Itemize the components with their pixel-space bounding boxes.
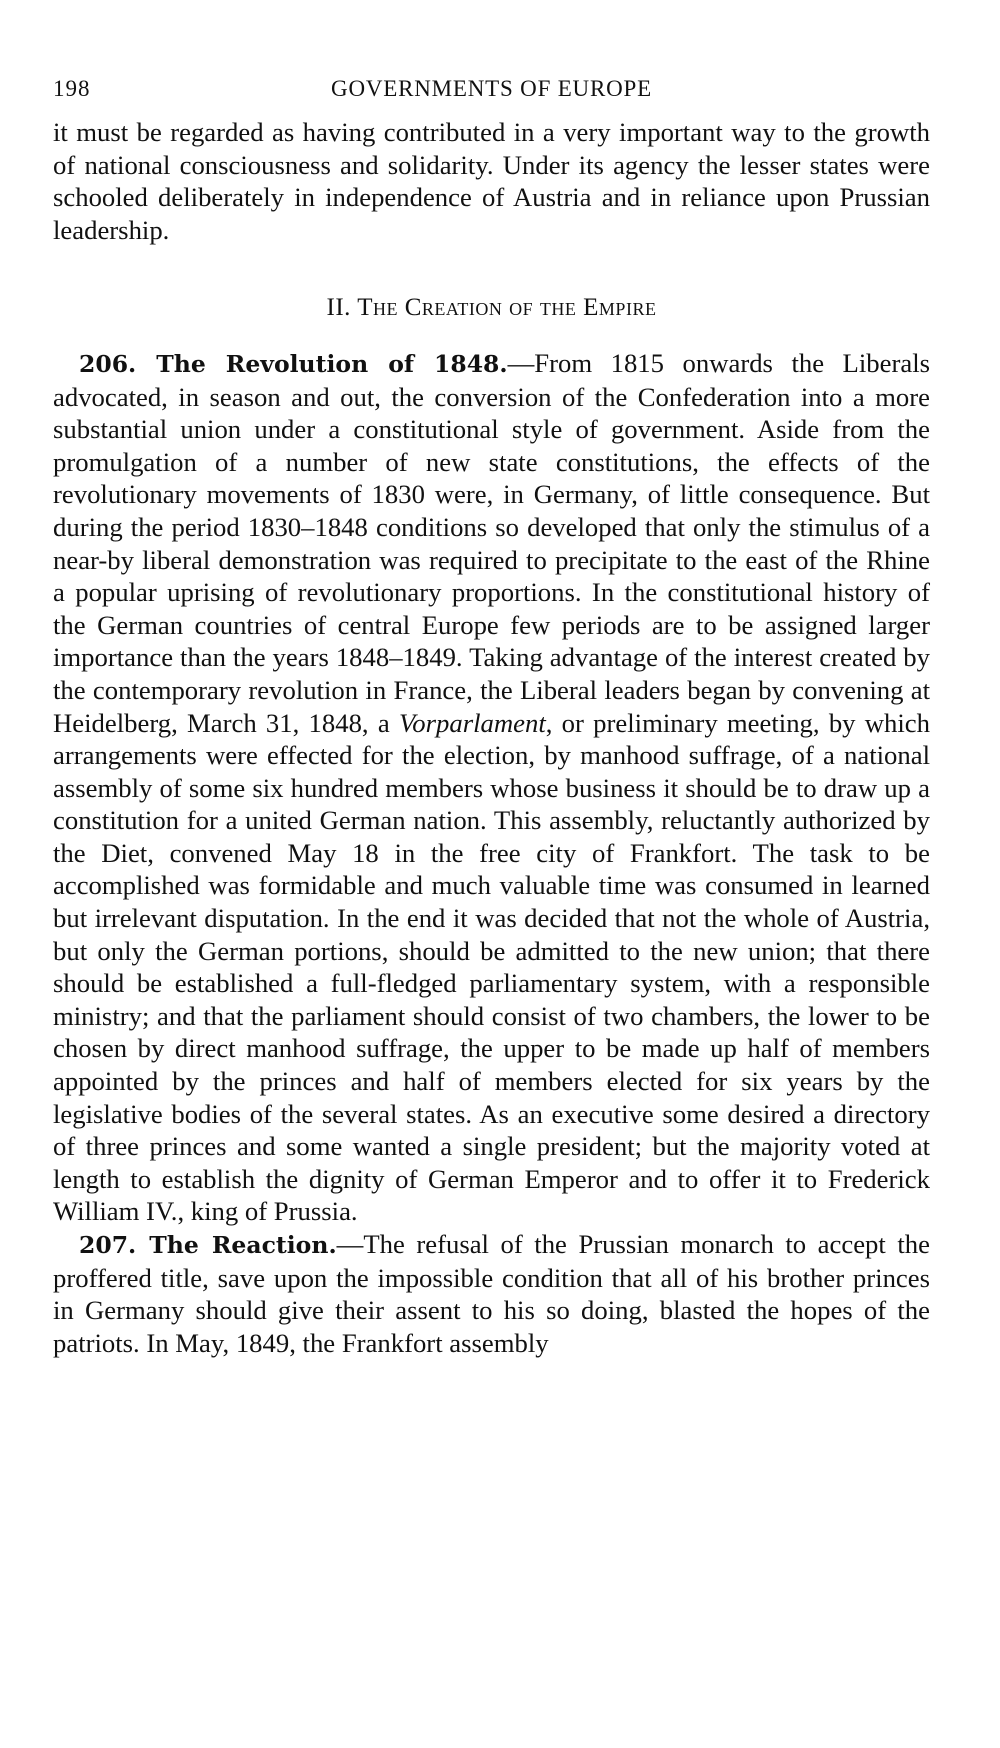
paragraph-206-text-b: , or preliminary meeting, by which arrangements were effected for the election, by manhood suffrage, of a national assembly of some six hundred members whose business it should be to draw up a constitution for a united German nation. This assembly, reluctantly authorized by the Diet, convened May 18 in the free city of Frankfort. The task to be accomplished was formidable and much valuable time was consumed in learned but irrelevant disputation. In the end it was decided that not the whole of Austria, but only the German portions, should be admitted to the new union; that there should be established a full-fledged parliamentary system, with a responsible ministry; and that the parliament should consist of two chambers, the lower to be chosen by direct manhood suffrage, the upper to be made up half of members appointed by the princes and half of members elected for six years by the legislative bodies of the several states. As an executive some desired a directory of three princes and some wanted a single president; but the majority voted at length to establish the dignity of German Emperor and to offer it to Frederick William IV., king of Prussia. <box>53 707 930 1227</box>
paragraph-206-italic-term: Vorparlament <box>398 707 546 738</box>
paragraph-206-heading: 206. The Revolution of 1848. <box>79 349 508 378</box>
paragraph-207-text: —The refusal of the Prussian monarch to accept the proffered title, save upon the impossible condition that all of his brother princes in Germany should give their assent to his so doing, blasted the hopes of the patriots. In May, 1849, the Frankfort assembly <box>53 1229 930 1358</box>
body-text <box>53 116 930 1359</box>
opening-paragraph: it must be regarded as having contributed in a very important way to the growth of national consciousness and solidarity. Under its agency the lesser states were schooled deliberately in independence of Austria and in reliance upon Prussian leadership. <box>53 117 930 245</box>
running-head <box>53 76 930 116</box>
running-title: GOVERNMENTS OF EUROPE <box>331 76 652 101</box>
book-page <box>0 76 1000 1748</box>
section-heading: II. The Creation of the Empire <box>326 294 657 322</box>
paragraph-206 <box>53 347 930 1228</box>
paragraph-207 <box>53 1228 930 1359</box>
paragraph-207-heading: 207. The Reaction. <box>79 1231 337 1259</box>
paragraph-206-text-a: —From 1815 onwards the Liberals advocated, in season and out, the conversion of the Confederation into a more substantial union under a constitutional style of government. Aside from the promulgation of a number of new state constitutions, the effects of the revolutionary movements of 1830 were, in Germany, of little consequence. But during the period 1830–1848 conditions so developed that only the stimulus of a near-by liberal demonstration was required to precipitate to the east of the Rhine a popular uprising of revolutionary proportions. In the constitutional history of the German countries of central Europe few periods are to be assigned larger importance than the years 1848–1849. Taking advantage of the interest created by the contemporary revolution in France, the Liberal leaders began by convening at Heidelberg, March 31, 1848, a <box>53 347 930 738</box>
page-number: 198 <box>53 76 91 101</box>
